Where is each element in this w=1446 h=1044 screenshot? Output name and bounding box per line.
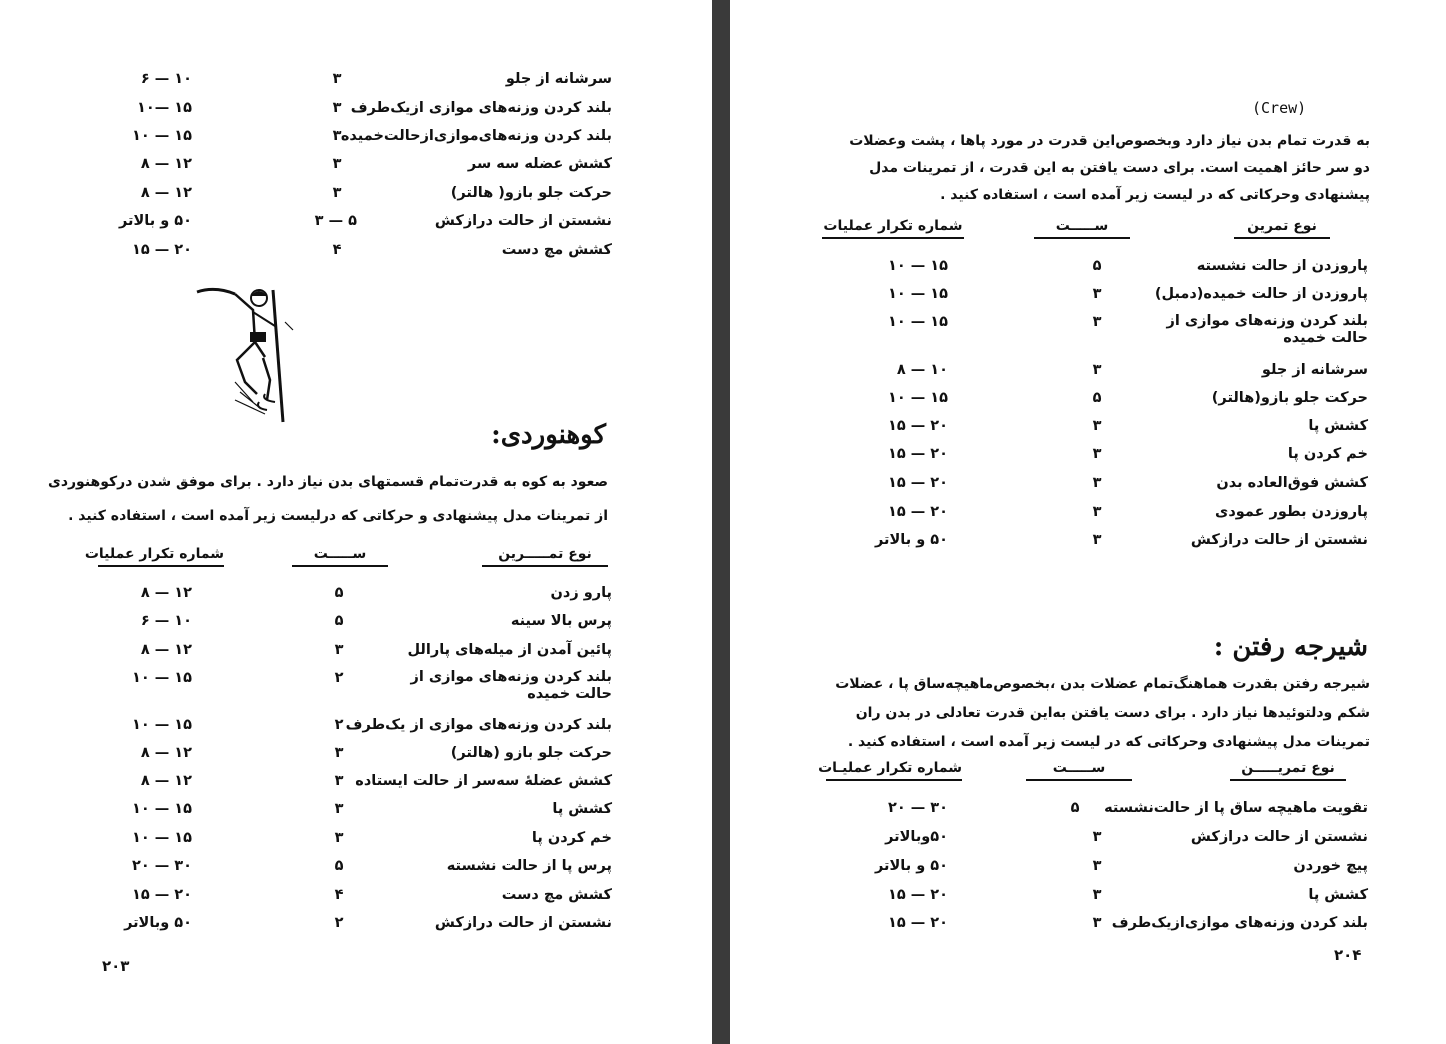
sets-value: ۵ [334, 613, 344, 629]
reps-value: ۱۵ — ۱۰ [887, 314, 948, 330]
table-row [860, 857, 1368, 875]
exercise-name: کشش پا [552, 801, 612, 817]
exercise-name: نشستن از حالت درازکش [434, 915, 612, 931]
exercise-name: بلند کردن وزنه‌های موازی از حالت خمیده [410, 669, 612, 702]
sets-value: ۳ [1092, 286, 1102, 302]
sets-value: ۴ [334, 887, 344, 903]
exercise-name: پائین آمدن از میله‌های پارالل [407, 642, 612, 658]
exercise-name: نشستن از حالت درازکش [434, 213, 612, 229]
header-reps: شماره تکرار عملیـات [826, 760, 962, 781]
reps-value: ۲۰ — ۱۵ [887, 504, 948, 520]
section-intro [822, 670, 1370, 757]
sets-value: ۵ [334, 585, 344, 601]
reps-value: ۱۲ — ۸ [140, 156, 192, 172]
exercise-name: کشش عضله سه سر [467, 156, 612, 172]
sets-value: ۲ [334, 670, 344, 686]
table-row [100, 857, 612, 875]
reps-value: ۱۲ — ۸ [140, 773, 192, 789]
exercise-name: کشش فوق‌العاده بدن [1216, 475, 1368, 491]
sets-value: ۳ [1092, 504, 1102, 520]
sets-value: ۳ [1092, 362, 1102, 378]
section-intro [47, 469, 608, 530]
page-number: ۲۰۳ [102, 957, 130, 975]
sets-value: ۳ [332, 100, 342, 116]
table-row [860, 389, 1368, 407]
header-sets: ســـــت [1034, 218, 1130, 239]
sets-value: ۳ [334, 745, 344, 761]
intro-line: شیرجه رفتن بقدرت هماهنگ‌تمام عضلات بدن ،بخصوص‌ماهیچه‌ساق پا ، عضلات [835, 676, 1370, 692]
exercise-name: نشستن از حالت درازکش [1190, 829, 1368, 845]
sets-value: ۵ [1092, 390, 1102, 406]
table-row [100, 212, 612, 230]
reps-value: ۱۰ — ۸ [896, 362, 948, 378]
table-row [100, 716, 612, 734]
section-title: شیرجه رفتن : [1213, 632, 1368, 662]
table-row [860, 417, 1368, 435]
reps-value: ۲۰ — ۱۵ [887, 475, 948, 491]
table-row [100, 184, 612, 202]
sets-value: ۴ [332, 242, 342, 258]
intro-line: پیشنهادی وحرکاتی که در لیست زیر آمده است ، استفاده کنید . [940, 187, 1370, 203]
reps-value: ۱۲ — ۸ [140, 185, 192, 201]
exercise-name: بلند کردن وزنه‌های‌موازی‌ازحالت‌خمیده [340, 128, 612, 144]
exercise-name: حرکت جلو بازو( هالتر) [450, 185, 612, 201]
reps-value: ۵۰وبالاتر [885, 829, 948, 845]
reps-value: ۱۲ — ۸ [140, 585, 192, 601]
exercise-name: بلند کردن وزنه‌های موازی ازیک‌طرف [350, 100, 612, 116]
table-row [100, 641, 612, 659]
right-page [730, 0, 1446, 1044]
sets-value: ۳ [334, 801, 344, 817]
exercise-name: کشش مچ دست [501, 887, 612, 903]
table-row [100, 669, 612, 705]
sets-value: ۳ [1092, 887, 1102, 903]
exercise-name: حرکت جلو بازو (هالتر) [450, 745, 612, 761]
header-exercise: نوع تمریـــــن [1230, 760, 1346, 781]
reps-value: ۱۵ — ۱۰ [131, 128, 192, 144]
table-row [100, 99, 612, 117]
section-title: کوهنوردی: [491, 420, 606, 450]
sets-value: ۳ [1092, 446, 1102, 462]
intro-line: از تمرینات مدل پیشنهادی و حرکاتی که درلیست زیر آمده است ، استفاده کنید . [68, 508, 608, 524]
sets-value: ۳ [1092, 418, 1102, 434]
table-row [100, 914, 612, 932]
sets-value: ۳ [1092, 915, 1102, 931]
sets-value: ۵ — ۳ [314, 213, 357, 229]
table-row [860, 361, 1368, 379]
reps-value: ۵۰ و بالاتر [119, 213, 192, 229]
exercise-name: کشش مچ دست [501, 242, 612, 258]
reps-value: ۱۲ — ۸ [140, 642, 192, 658]
table-row [100, 886, 612, 904]
table-row [860, 914, 1368, 932]
table-row [100, 127, 612, 145]
reps-value: ۱۵ — ۱۰ [131, 670, 192, 686]
header-sets: ســـــت [1026, 760, 1132, 781]
reps-value: ۱۵ — ۱۰ [887, 286, 948, 302]
table-row [860, 503, 1368, 521]
intro-line: تمرینات مدل پیشنهادی وحرکاتی که در لیست زیر آمده است ، استفاده کنید . [847, 734, 1370, 750]
table-row [860, 257, 1368, 275]
sets-value: ۳ [334, 830, 344, 846]
sets-value: ۵ [1092, 258, 1102, 274]
exercise-name: حرکت جلو بازو(هالتر) [1211, 390, 1368, 406]
reps-value: ۳۰ — ۲۰ [131, 858, 192, 874]
header-exercise: نوع تمـــــرین [482, 546, 608, 567]
exercise-name: پاروزدن بطور عمودی [1215, 504, 1368, 520]
sets-value: ۳ [332, 185, 342, 201]
section-intro [818, 128, 1370, 209]
intro-line: صعود به کوه به قدرت‌تمام قسمتهای بدن نیاز دارد . برای موفق شدن درکوهنوردی [47, 474, 608, 490]
exercise-name: نشستن از حالت درازکش [1190, 532, 1368, 548]
reps-value: ۲۰ — ۱۵ [887, 915, 948, 931]
sets-value: ۳ [332, 128, 342, 144]
table-row [100, 772, 612, 790]
table-row [100, 612, 612, 630]
sets-value: ۳ [332, 156, 342, 172]
table-row [100, 800, 612, 818]
exercise-name: پیچ خوردن [1293, 858, 1368, 874]
reps-value: ۱۰ — ۶ [140, 71, 192, 87]
sets-value: ۳ [1092, 314, 1102, 330]
reps-value: ۲۰ — ۱۵ [887, 446, 948, 462]
table-row [860, 886, 1368, 904]
reps-value: ۵۰ وبالاتر [124, 915, 192, 931]
climber-illustration [195, 282, 295, 427]
table-row [860, 799, 1368, 817]
sets-value: ۲ [334, 717, 344, 733]
exercise-name: بلند کردن وزنه‌های موازی‌ازیک‌طرف [1111, 915, 1368, 931]
sets-value: ۵ [334, 858, 344, 874]
reps-value: ۲۰ — ۱۵ [131, 887, 192, 903]
reps-value: ۱۵ —۱۰ [137, 100, 192, 116]
table-row [860, 313, 1368, 349]
left-page [0, 0, 712, 1044]
sets-value: ۲ [334, 915, 344, 931]
sets-value: ۳ [332, 71, 342, 87]
reps-value: ۲۰ — ۱۵ [131, 242, 192, 258]
header-reps: شماره تکرار عملیات [822, 218, 964, 239]
exercise-name: تقویت ماهیچه ساق پا از حالت‌نشسته [1104, 800, 1368, 816]
table-row [860, 531, 1368, 549]
reps-value: ۱۵ — ۱۰ [131, 801, 192, 817]
exercise-name: سرشانه از جلو [1261, 362, 1368, 378]
table-row [100, 744, 612, 762]
exercise-name: پرس پا از حالت نشسته [446, 858, 612, 874]
exercise-name: کشش عضلهٔ سه‌سر از حالت ایستاده [355, 773, 612, 789]
reps-value: ۲۰ — ۱۵ [887, 418, 948, 434]
header-exercise: نوع تمرین [1234, 218, 1330, 239]
reps-value: ۱۵ — ۱۰ [131, 717, 192, 733]
table-row [860, 445, 1368, 463]
sets-value: ۳ [1092, 475, 1102, 491]
exercise-name: سرشانه از جلو [505, 71, 612, 87]
reps-value: ۱۲ — ۸ [140, 745, 192, 761]
table-row [100, 155, 612, 173]
exercise-name: پاروزدن از حالت خمیده(دمبل) [1154, 286, 1368, 302]
crew-label: (Crew) [1252, 99, 1307, 117]
reps-value: ۱۵ — ۱۰ [887, 258, 948, 274]
table-row [100, 829, 612, 847]
reps-value: ۲۰ — ۱۵ [887, 887, 948, 903]
book-spine [712, 0, 730, 1044]
exercise-name: خم کردن پا [531, 830, 612, 846]
sets-value: ۳ [1092, 829, 1102, 845]
reps-value: ۱۵ — ۱۰ [887, 390, 948, 406]
sets-value: ۳ [334, 642, 344, 658]
table-row [100, 241, 612, 259]
intro-line: دو سر حائز اهمیت است. برای دست یافتن به این قدرت ، از تمرینات مدل [869, 160, 1370, 176]
sets-value: ۳ [1092, 532, 1102, 548]
exercise-name: پاروزدن از حالت نشسته [1196, 258, 1368, 274]
sets-value: ۳ [334, 773, 344, 789]
table-row [860, 828, 1368, 846]
table-row [860, 285, 1368, 303]
header-reps: شماره تکرار عملیات [98, 546, 224, 567]
sets-value: ۵ [1070, 800, 1080, 816]
exercise-name: کشش پا [1308, 418, 1368, 434]
intro-line: به قدرت تمام بدن نیاز دارد وبخصوص‌این قدرت در مورد پاها ، پشت وعضلات [849, 133, 1370, 149]
page-number: ۲۰۴ [1334, 946, 1362, 964]
reps-value: ۱۵ — ۱۰ [131, 830, 192, 846]
reps-value: ۵۰ و بالاتر [875, 532, 948, 548]
sets-value: ۳ [1092, 858, 1102, 874]
reps-value: ۳۰ — ۲۰ [887, 800, 948, 816]
header-sets: ســـــت [292, 546, 388, 567]
intro-line: شکم ودلتوئیدها نیاز دارد . برای دست یافتن به‌این قدرت تعادلی در بدن ران [855, 705, 1370, 721]
reps-value: ۱۰ — ۶ [140, 613, 192, 629]
exercise-name: بلند کردن وزنه‌های موازی از یک‌طرف [345, 717, 612, 733]
table-row [100, 584, 612, 602]
exercise-name: خم کردن پا [1287, 446, 1368, 462]
exercise-name: بلند کردن وزنه‌های موازی از حالت خمیده [1166, 313, 1368, 346]
exercise-name: پرس بالا سینه [510, 613, 612, 629]
exercise-name: کشش پا [1308, 887, 1368, 903]
exercise-name: پارو زدن [550, 585, 612, 601]
table-row [100, 70, 612, 88]
table-row [860, 474, 1368, 492]
reps-value: ۵۰ و بالاتر [875, 858, 948, 874]
